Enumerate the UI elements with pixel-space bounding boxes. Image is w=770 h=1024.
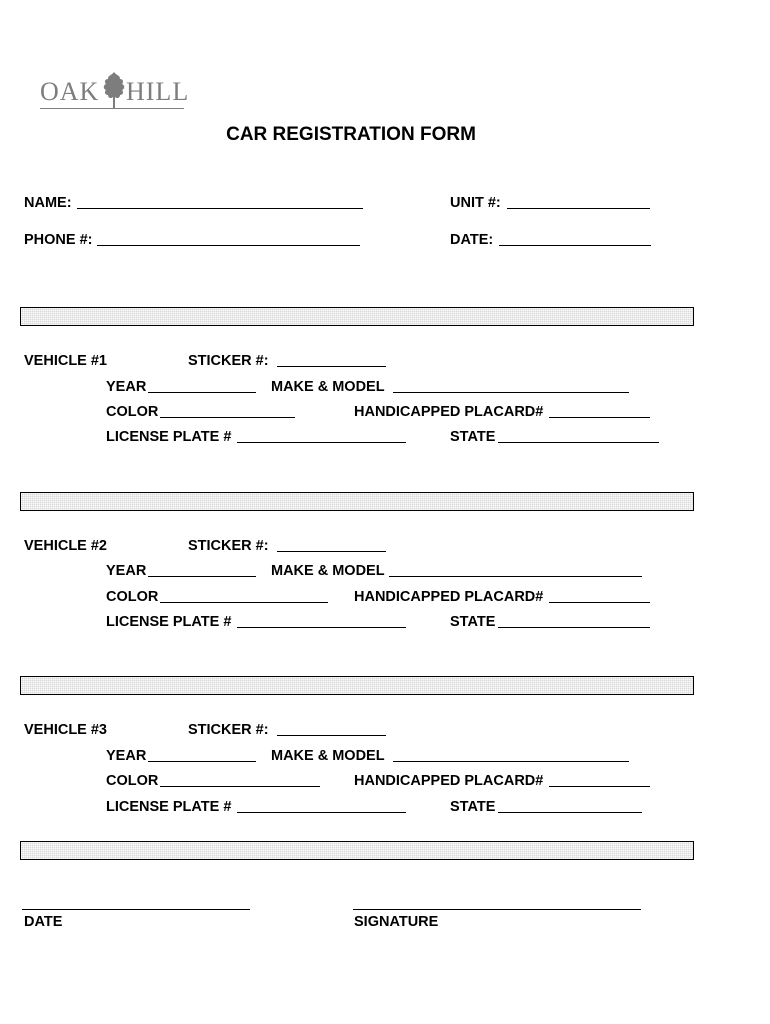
placard-field[interactable] — [549, 786, 650, 787]
phone-field[interactable] — [97, 245, 360, 246]
form-title: CAR REGISTRATION FORM — [226, 124, 476, 145]
make-model-field[interactable] — [393, 392, 629, 393]
plate-label: LICENSE PLATE # — [106, 799, 232, 815]
make-model-label: MAKE & MODEL — [271, 379, 385, 395]
unit-label: UNIT #: — [450, 195, 501, 211]
color-label: COLOR — [106, 589, 159, 605]
make-model-field[interactable] — [393, 761, 629, 762]
make-model-field[interactable] — [389, 576, 642, 577]
placard-field[interactable] — [549, 602, 650, 603]
sticker-field[interactable] — [277, 735, 386, 736]
plate-field[interactable] — [237, 812, 406, 813]
state-label: STATE — [450, 429, 496, 445]
logo-text-oak: OAK — [40, 77, 100, 106]
name-label: NAME: — [24, 195, 72, 211]
date-field[interactable] — [499, 245, 651, 246]
footer-date-field[interactable] — [22, 909, 250, 910]
section-divider-3 — [20, 676, 694, 695]
make-model-label: MAKE & MODEL — [271, 563, 385, 579]
state-field[interactable] — [498, 627, 650, 628]
color-field[interactable] — [160, 786, 320, 787]
year-label: YEAR — [106, 379, 147, 395]
placard-field[interactable] — [549, 417, 650, 418]
sticker-field[interactable] — [277, 366, 386, 367]
year-label: YEAR — [106, 748, 147, 764]
section-divider-4 — [20, 841, 694, 860]
state-label: STATE — [450, 799, 496, 815]
oak-leaf-icon — [100, 70, 128, 110]
state-label: STATE — [450, 614, 496, 630]
year-label: YEAR — [106, 563, 147, 579]
color-field[interactable] — [160, 602, 328, 603]
color-label: COLOR — [106, 773, 159, 789]
vehicle-heading: VEHICLE #2 — [24, 538, 107, 554]
unit-field[interactable] — [507, 208, 650, 209]
color-label: COLOR — [106, 404, 159, 420]
signature-field[interactable] — [353, 909, 641, 910]
logo-text-hill: HILL — [126, 77, 190, 106]
sticker-label: STICKER #: — [188, 722, 269, 738]
date-label: DATE: — [450, 232, 494, 248]
year-field[interactable] — [148, 761, 256, 762]
make-model-label: MAKE & MODEL — [271, 748, 385, 764]
signature-label: SIGNATURE — [354, 914, 439, 930]
year-field[interactable] — [148, 392, 256, 393]
plate-label: LICENSE PLATE # — [106, 614, 232, 630]
section-divider-2 — [20, 492, 694, 511]
name-field[interactable] — [77, 208, 363, 209]
color-field[interactable] — [160, 417, 295, 418]
logo-underline — [40, 108, 184, 109]
plate-field[interactable] — [237, 442, 406, 443]
plate-label: LICENSE PLATE # — [106, 429, 232, 445]
placard-label: HANDICAPPED PLACARD# — [354, 404, 544, 420]
sticker-field[interactable] — [277, 551, 386, 552]
vehicle-heading: VEHICLE #1 — [24, 353, 107, 369]
section-divider-1 — [20, 307, 694, 326]
sticker-label: STICKER #: — [188, 353, 269, 369]
placard-label: HANDICAPPED PLACARD# — [354, 773, 544, 789]
phone-label: PHONE #: — [24, 232, 93, 248]
state-field[interactable] — [498, 442, 659, 443]
year-field[interactable] — [148, 576, 256, 577]
placard-label: HANDICAPPED PLACARD# — [354, 589, 544, 605]
state-field[interactable] — [498, 812, 642, 813]
footer-date-label: DATE — [24, 914, 63, 930]
vehicle-heading: VEHICLE #3 — [24, 722, 107, 738]
plate-field[interactable] — [237, 627, 406, 628]
sticker-label: STICKER #: — [188, 538, 269, 554]
